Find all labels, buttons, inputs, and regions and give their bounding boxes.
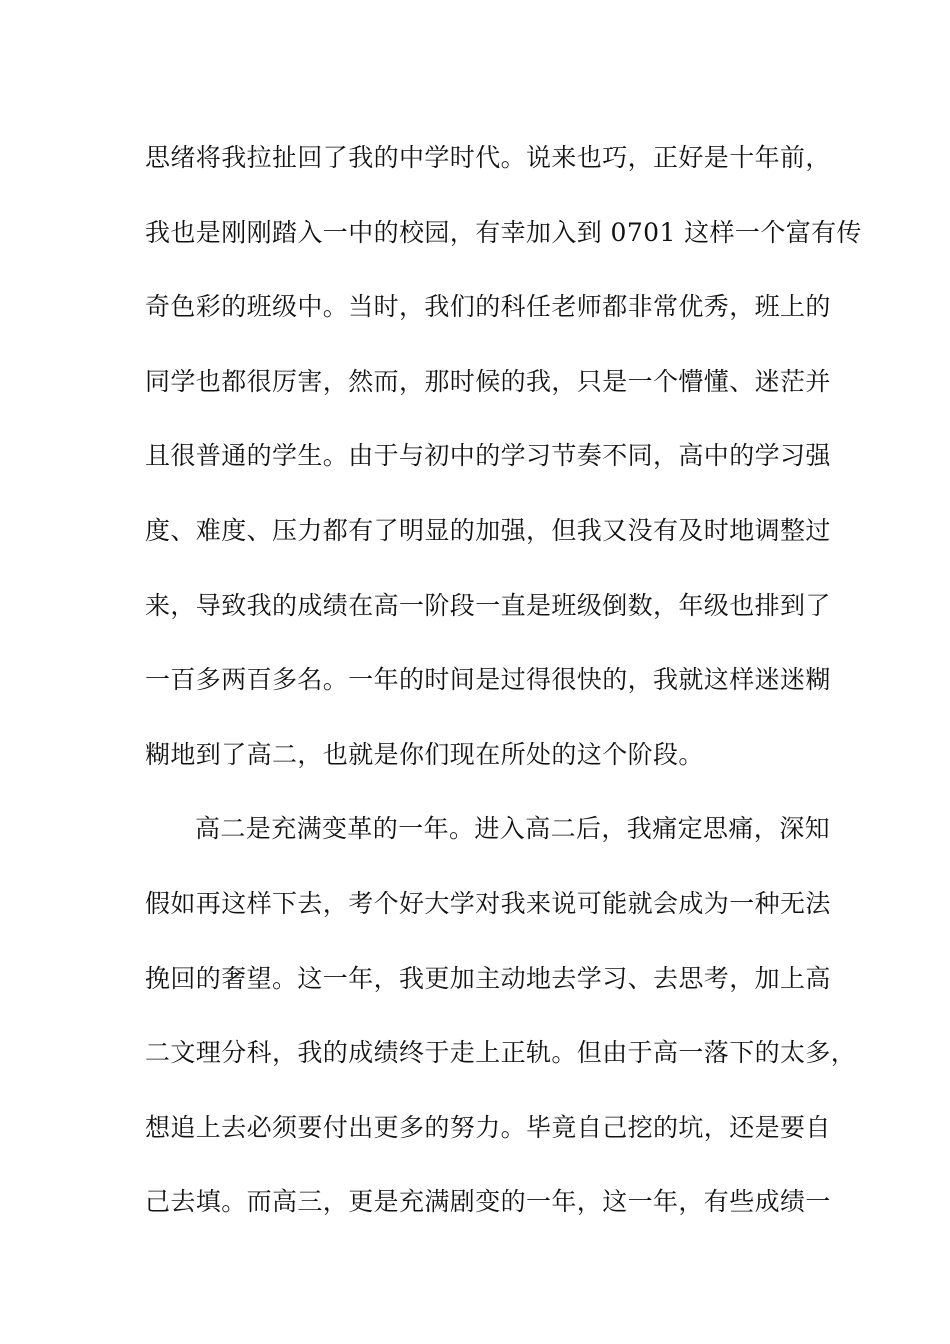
text-line-12: 挽回的奢望。这一年，我更加主动地去学习、去思考，加上高 [145,963,831,993]
text-line-5: 且很普通的学生。由于与初中的学习节奏不同，高中的学习强 [145,441,831,471]
text-line-4: 同学也都很厉害，然而，那时候的我，只是一个懵懂、迷茫并 [145,366,831,396]
text-line-7: 来，导致我的成绩在高一阶段一直是班级倒数，年级也排到了 [145,590,831,620]
text-line-11: 假如再这样下去，考个好大学对我来说可能就会成为一种无法 [145,888,831,918]
text-line-14: 想追上去必须要付出更多的努力。毕竟自己挖的坑，还是要自 [145,1112,831,1142]
body-text [145,132,862,1251]
text-line-15: 己去填。而高三，更是充满剧变的一年，这一年，有些成绩一 [145,1187,831,1217]
text-line-3: 奇色彩的班级中。当时，我们的科任老师都非常优秀，班上的 [145,292,831,322]
text-line-2: 我也是刚刚踏入一中的校园，有幸加入到 0701 这样一个富有传 [145,217,862,247]
text-line-1: 思绪将我拉扯回了我的中学时代。说来也巧，正好是十年前， [145,143,831,172]
text-line-8: 一百多两百多名。一年的时间是过得很快的，我就这样迷迷糊 [145,665,831,695]
text-line-9: 糊地到了高二，也就是你们现在所处的这个阶段。 [145,739,704,769]
paragraph-2-first-line: 高二是充满变革的一年。进入高二后，我痛定思痛，深知 [195,814,831,844]
text-line-6: 度、难度、压力都有了明显的加强，但我又没有及时地调整过 [145,515,831,545]
text-line-13: 二文理分科，我的成绩终于走上正轨。但由于高一落下的太多， [145,1038,857,1068]
